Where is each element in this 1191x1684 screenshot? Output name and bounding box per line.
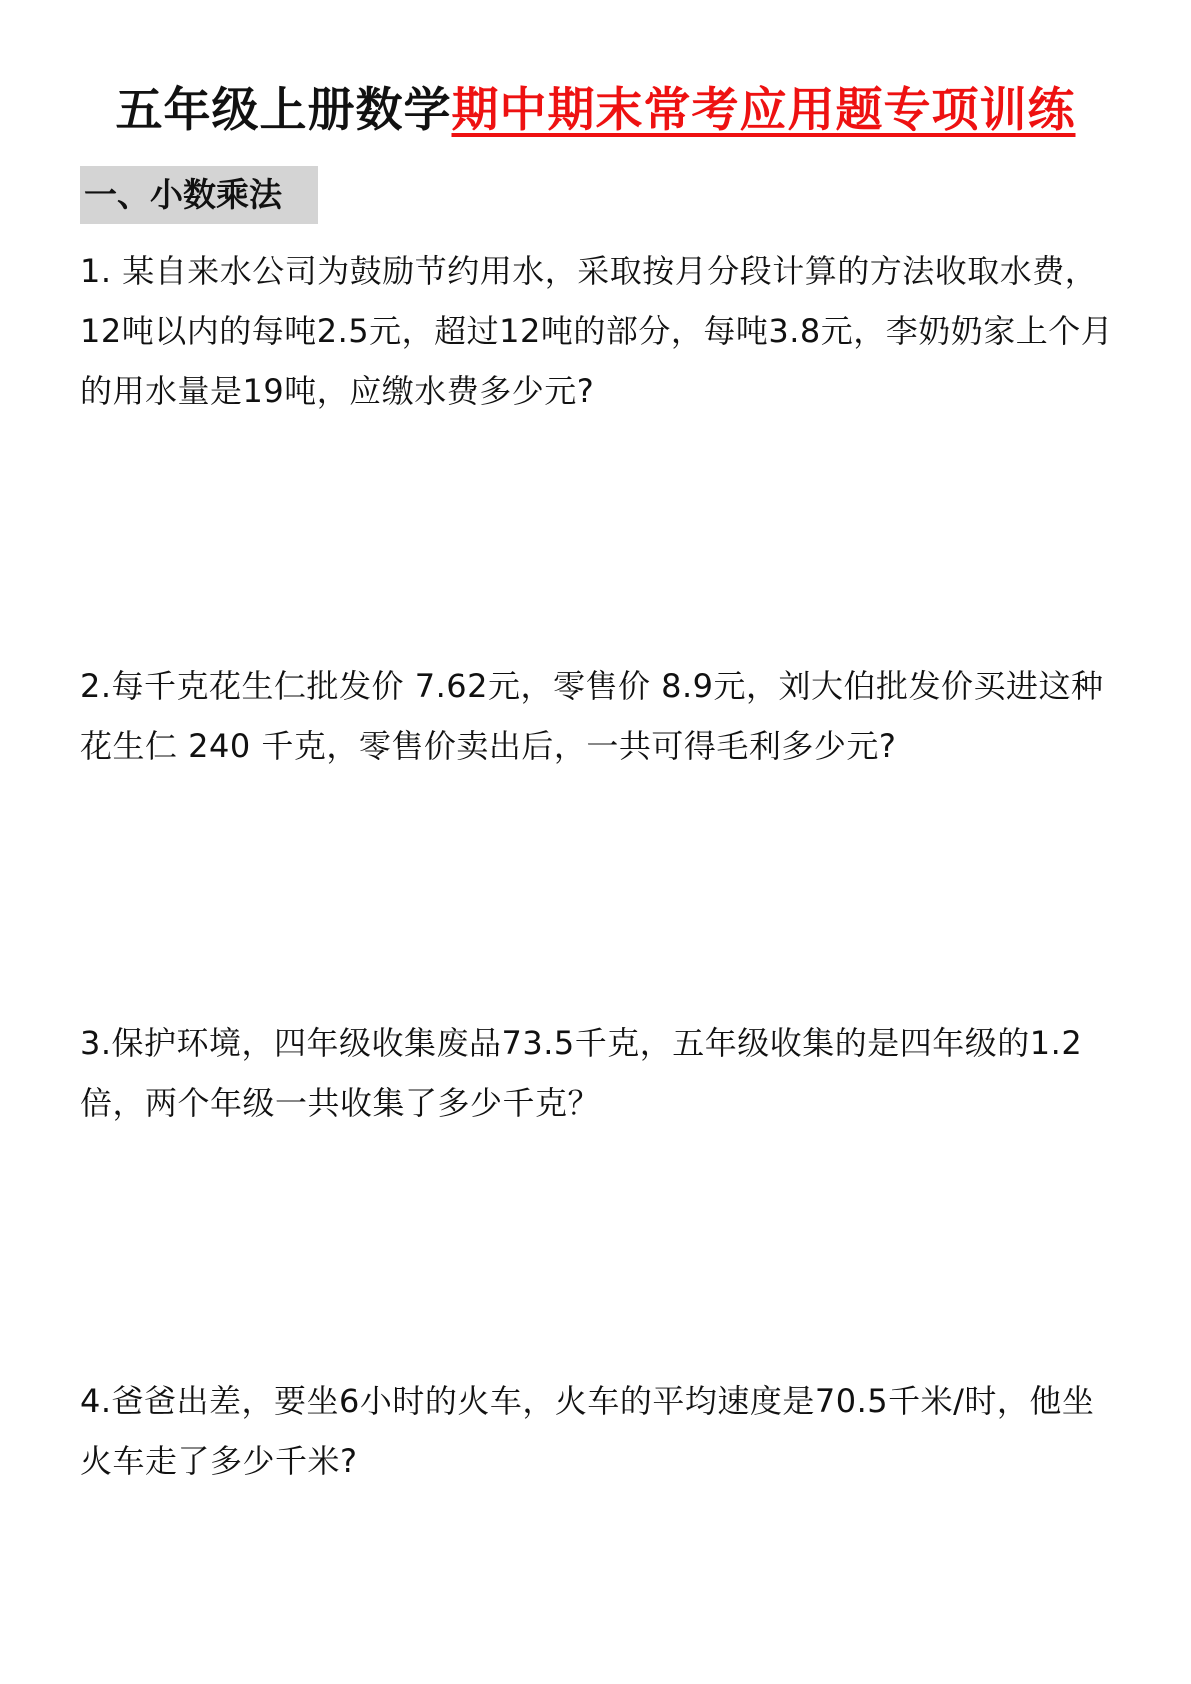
page-title: [0, 78, 1191, 144]
question-1: 1. 某自来水公司为鼓励节约用水，采取按月分段计算的方法收取水费，12吨以内的每吨2.5元，超过12吨的部分，每吨3.8元，李奶奶家上个月的用水量是19吨，应缴水费多少元?: [80, 252, 1114, 410]
title-main: 五年级上册数学: [115, 83, 452, 138]
question-3: 3.保护环境，四年级收集废品73.5千克，五年级收集的是四年级的1.2倍，两个年级一共收集了多少千克？: [80, 1024, 1083, 1122]
section-heading: 一、小数乘法: [80, 166, 318, 224]
title-highlight: 期中期末常考应用题专项训练: [451, 83, 1076, 138]
question-2: 2.每千克花生仁批发价 7.62元，零售价 8.9元，刘大伯批发价买进这种花生仁 240 千克，零售价卖出后，一共可得毛利多少元?: [80, 667, 1104, 765]
question-4: 4.爸爸出差，要坐6小时的火车，火车的平均速度是70.5千米/时，他坐火车走了多少千米?: [80, 1382, 1095, 1480]
